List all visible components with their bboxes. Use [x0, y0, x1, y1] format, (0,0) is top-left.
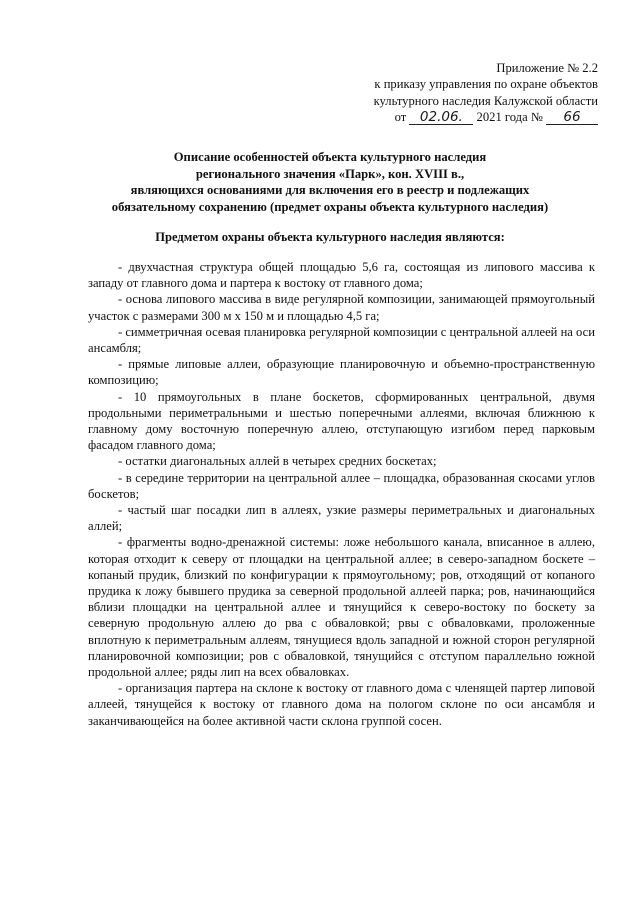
appendix-authority: культурного наследия Калужской области [373, 93, 598, 108]
title-line-3: являющихся основаниями для включения его в реестр и подлежащих [130, 183, 530, 198]
appendix-header [268, 60, 598, 126]
list-item: - в середине территории на центральной аллее – площадка, образованная скосами углов боскетов; [88, 470, 595, 501]
list-item: - фрагменты водно-дренажной системы: ложе небольшого канала, вписанное в аллею, которая отходит к северу от площадки на центральной аллее; в северо-западном боскете – копаный прудик, близкий по конфигурации к прямоугольному; ров, отходящий от копаного прудика к ложу бывшего прудика за северной продольной аллеей парка; ров, начинающийся вблизи площадки на центральной аллее и тянущийся к северо-востоку по боскету за северную продольную аллею до рва с обваловкой; рвы с обваловками, проложенные вплотную к периметральным аллеям, тянущиеся вдоль западной и южной сторон регулярной планировочной композиции; ров с обваловкой, тянущийся с отступом параллельно южной продольной аллее; ряды лип на всех обваловках. [88, 535, 595, 680]
document-title [80, 149, 580, 215]
list-item: - прямые липовые аллеи, образующие планировочную и объемно-пространственную композицию; [88, 357, 595, 388]
list-item: - симметричная осевая планировка регулярной композиции с центральной аллеей на оси ансамбля; [88, 324, 595, 356]
title-line-2: регионального значения «Парк», кон. XVIII в., [195, 166, 465, 181]
handwritten-order-number: 66 [546, 111, 598, 125]
appendix-order-ref: к приказу управления по охране объектов [374, 77, 598, 92]
title-line-4: обязательному сохранению (предмет охраны объекта культурного наследия) [111, 199, 549, 214]
date-prefix: от [394, 110, 407, 125]
year-text: 2021 года № [476, 110, 543, 125]
appendix-date-line [268, 109, 598, 125]
handwritten-date: 02.06. [409, 111, 473, 125]
list-item: - 10 прямоугольных в плане боскетов, сформированных центральной, двумя продольными периметральными и шестью поперечными аллеями, включая ближнюю к главному дому восточную поперечную аллею, отступающую изгибом перед парковым фасадом главного дома; [88, 389, 595, 453]
list-item: - основа липового массива в виде регулярной композиции, занимающей прямоугольный участок с размерами 300 м х 150 м и площадью 4,5 га; [88, 292, 595, 323]
protection-items-list [88, 259, 595, 729]
list-item: - двухчастная структура общей площадью 5,6 га, состоящая из липового массива к западу от главного дома и партера к востоку от главного дома; [88, 260, 595, 291]
list-item: - организация партера на склоне к востоку от главного дома с членящей партер липовой аллеей, тянущейся к востоку от главного дома на пологом склоне по оси ансамбля и заканчивающейся на более активной части склона группой сосен. [88, 681, 595, 728]
list-item: - частый шаг посадки лип в аллеях, узкие размеры периметральных и диагональных аллей; [88, 503, 595, 534]
subject-heading: Предметом охраны объекта культурного наследия являются: [155, 230, 505, 244]
list-item: - остатки диагональных аллей в четырех средних боскетах; [118, 454, 437, 469]
appendix-number: Приложение № 2.2 [496, 61, 598, 75]
title-line-1: Описание особенностей объекта культурного наследия [173, 150, 487, 164]
